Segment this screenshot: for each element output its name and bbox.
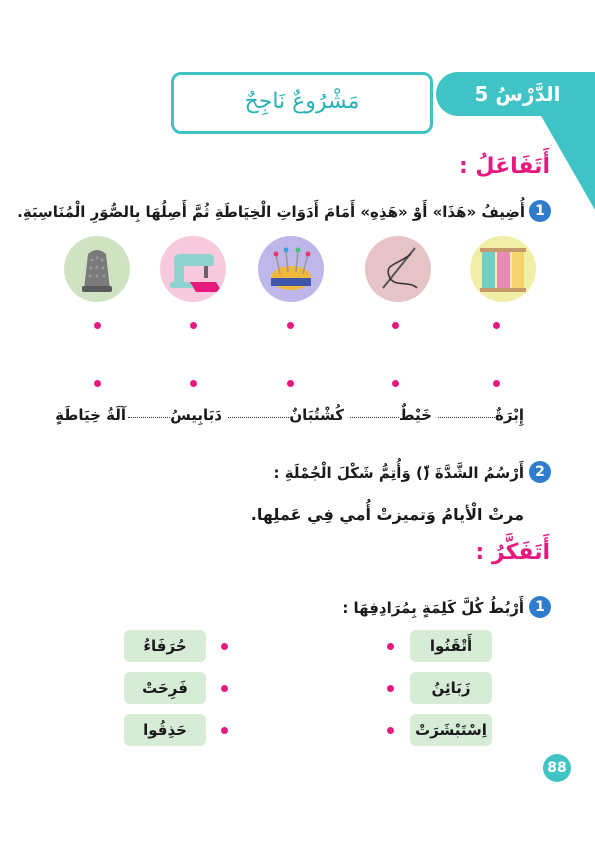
word-box-left: حَذِقُوا [124,714,206,746]
question-number: 2 [529,461,551,483]
image-spools [470,236,536,302]
section-heading-reflect: أَتَفَكَّرُ : [475,540,550,565]
question-instruction: أَرْبُطُ كُلَّ كَلِمَةٍ بِمُرَادِفِهَا : [342,599,524,617]
match-dot[interactable] [94,322,101,329]
needle-and-thread-icon [365,236,431,302]
match-dot[interactable] [94,380,101,387]
word-box-left: فَرِحَتْ [124,672,206,704]
match-dot[interactable] [221,685,228,692]
thimble-icon [64,236,130,302]
match-dot[interactable] [221,643,228,650]
image-needle [365,236,431,302]
match-dot[interactable] [221,727,228,734]
match-dot[interactable] [392,380,399,387]
page-number: 88 [543,754,571,782]
match-dot[interactable] [387,727,394,734]
blank-line[interactable] [350,417,399,418]
question-instruction: أَرْسُمُ الشَّدَّةَ (ّ) وَأُتِمُّ شَكْلَ الْجُمْلَةِ : [273,464,524,482]
word-item [228,398,344,424]
match-dot[interactable] [287,322,294,329]
lesson-label: الدَّرْسُ 5 [474,82,561,106]
match-dot[interactable] [190,380,197,387]
question-instruction: أُضِيفُ «هَذَا» أَوْ «هَذِهِ» أَمَامَ أَدَوَاتِ الْخِيَاطَةِ ثُمَّ أَصِلُهَا بِالصُّوَرِ الْمُنَاسِبَةِ. [17,203,525,221]
word-box-left: حُرَفَاءُ [124,630,206,662]
word-box-right: اِسْتَبْشَرَتْ [410,714,492,746]
word-box-right: أَتْقَنُوا [410,630,492,662]
word-label: آلَةُ خِيَاطَةٍ [55,406,126,424]
word-box-right: زَبَائِنُ [410,672,492,704]
question-number: 1 [529,596,551,618]
image-thimble [64,236,130,302]
lesson-title: مَشْرُوعٌ نَاجِحٌ [244,89,360,114]
pincushion-icon [258,236,324,302]
match-dot[interactable] [493,322,500,329]
question-number: 1 [529,200,551,222]
word-label: خَيْطٌ [399,406,432,424]
blank-line[interactable] [228,417,289,418]
sewing-machine-icon [160,236,226,302]
image-sewing-machine [160,236,226,302]
word-item [350,398,432,424]
match-dot[interactable] [392,322,399,329]
section-heading-interact: أَتَفَاعَلُ : [458,154,550,179]
blank-line[interactable] [128,417,170,418]
word-item [438,398,524,424]
blank-line[interactable] [438,417,495,418]
word-item [38,398,126,424]
word-item [128,398,222,424]
sentence-to-complete[interactable]: مرتْ الْأيامُ وَتميزتْ أُمي فِي عَملِها. [250,505,524,524]
word-label: كُشْتُبَانٌ [289,406,344,424]
word-label: دَبَابِيسُ [170,406,222,424]
match-dot[interactable] [387,643,394,650]
image-pincushion [258,236,324,302]
match-dot[interactable] [190,322,197,329]
spools-of-thread-icon [470,236,536,302]
match-dot[interactable] [287,380,294,387]
word-label: إِبْرَةٌ [495,406,524,424]
match-dot[interactable] [387,685,394,692]
match-dot[interactable] [493,380,500,387]
